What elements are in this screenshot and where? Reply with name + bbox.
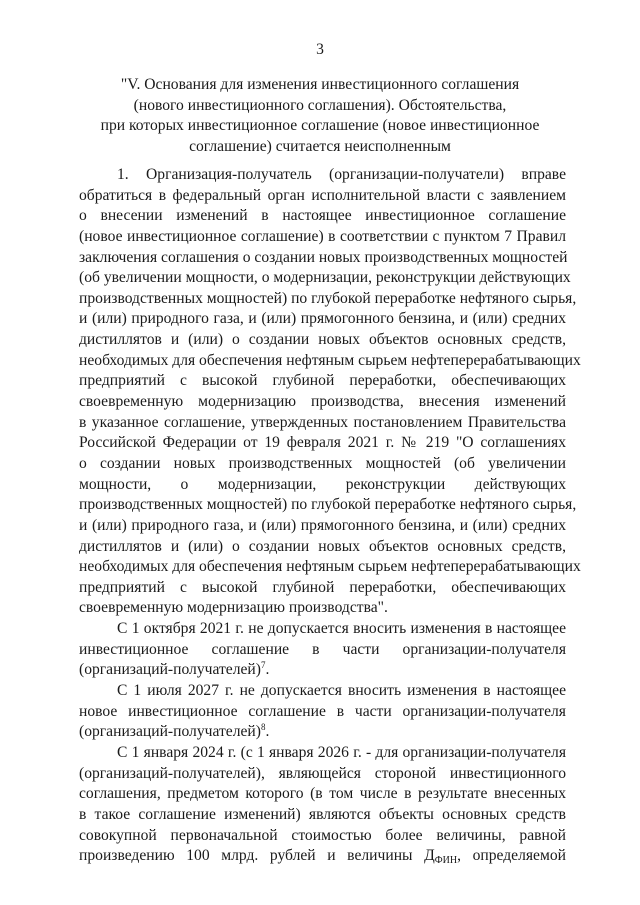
body-text (79, 165, 581, 867)
line-tail: . (265, 661, 270, 679)
text-line: (об увеличении мощности, о модернизации, реконструкции действующих (79, 269, 571, 287)
text-line (79, 722, 566, 743)
text-line: (организаций-получателей), являющейся стороной инвестиционного (79, 764, 566, 782)
heading-line: "V. Основания для изменения инвестиционного соглашения (120, 76, 520, 93)
paragraph-3 (79, 681, 566, 743)
text-line: совокупной первоначальной стоимостью более величины, равной (79, 826, 566, 844)
page-number: 3 (316, 41, 324, 58)
text-line: предприятий с высокой глубиной переработки, обеспечивающих (79, 372, 566, 390)
paragraph-4 (79, 743, 566, 867)
text-line: производственных мощностей) по глубокой переработке нефтяного сырья, (79, 496, 577, 514)
footnote-ref: 8 (260, 722, 266, 733)
text-line: соглашения, предметом которого (в том числе в результате внесенных (79, 785, 566, 803)
line-text: (организаций-получателей) (79, 723, 261, 741)
text-line: С 1 января 2024 г. (с 1 января 2026 г. - для организации-получателя (117, 743, 566, 761)
text-line: С 1 июля 2027 г. не допускается вносить изменения в настоящее (117, 682, 566, 700)
text-line: дистиллятов и (или) о создании новых объектов основных средств, (79, 537, 566, 555)
line-tail: . (265, 723, 270, 741)
text-line (79, 660, 566, 681)
paragraph-1 (79, 165, 581, 619)
text-line: и (или) природного газа, и (или) прямогонного бензина, и (или) средних (79, 516, 566, 534)
text-line: производственных мощностей) по глубокой переработке нефтяного сырья, (79, 289, 577, 307)
text-line: в такое соглашение изменений) являются объекты основных средств (79, 805, 566, 823)
text-line: С 1 октября 2021 г. не допускается вносить изменения в настоящее (117, 620, 566, 638)
text-line: своевременную модернизацию производства, внесения изменений (79, 393, 566, 411)
text-line: необходимых для обеспечения нефтяным сырьем нефтеперерабатывающих (79, 558, 581, 576)
line-tail: , определяемой (457, 847, 566, 865)
text-line: необходимых для обеспечения нефтяным сырьем нефтеперерабатывающих (79, 351, 581, 369)
text-line: и (или) природного газа, и (или) прямогонного бензина, и (или) средних (79, 310, 566, 328)
text-line: инвестиционное соглашение в части организации-получателя (79, 640, 566, 658)
line-text: произведению 100 млрд. рублей и величины Д (79, 847, 435, 865)
text-line: о создании новых производственных мощностей (об увеличении (79, 454, 566, 472)
heading-line: при которых инвестиционное соглашение (новое инвестиционное (100, 117, 540, 134)
footnote-ref: 7 (260, 660, 266, 671)
text-line: 1. Организация-получатель (организации-получатели) вправе (117, 166, 566, 183)
text-line: Российской Федерации от 19 февраля 2021 г. № 219 "О соглашениях (79, 434, 566, 452)
text-line: новое инвестиционное соглашение в части организации-получателя (79, 702, 566, 720)
text-line: мощности, о модернизации, реконструкции действующих (79, 475, 566, 493)
text-line: обратиться в федеральный орган исполнительной власти с заявлением (79, 186, 566, 204)
heading-line: (нового инвестиционного соглашения). Обстоятельства, (133, 96, 507, 114)
text-line: предприятий с высокой глубиной переработки, обеспечивающих (79, 578, 566, 596)
text-line: своевременную модернизацию производства". (79, 599, 388, 617)
text-line: заключения соглашения о создании новых производственных мощностей (79, 248, 568, 266)
text-line (79, 846, 566, 867)
section-heading (60, 75, 580, 157)
text-line: (новое инвестиционное соглашение) в соответствии с пунктом 7 Правил (79, 227, 566, 245)
heading-line: соглашение) считается неисполненным (189, 137, 451, 155)
text-line: дистиллятов и (или) о создании новых объектов основных средств, (79, 331, 566, 349)
text-line: о внесении изменений в настоящее инвестиционное соглашение (79, 207, 566, 225)
subscript-fin: ФИН (434, 855, 458, 867)
text-line: в указанное соглашение, утвержденных постановлением Правительства (79, 413, 566, 431)
paragraph-2 (79, 619, 566, 681)
line-text: (организаций-получателей) (79, 661, 261, 679)
